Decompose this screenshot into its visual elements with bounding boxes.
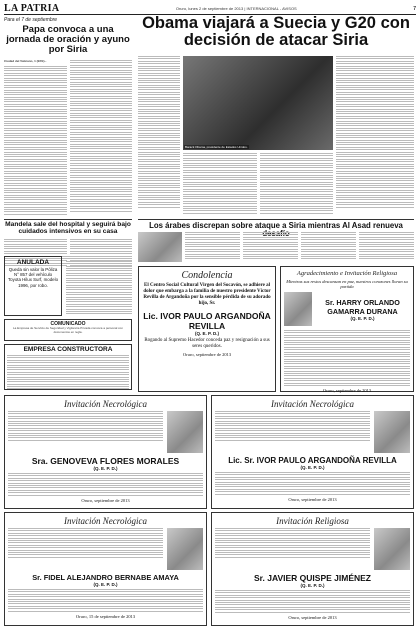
mandela-headline: Mandela sale del hospital y seguirá bajo cuidados intensivos en su casa — [5, 221, 131, 235]
left-dateline: Ciudad del Vaticano, 1 (EFE).- — [4, 59, 47, 63]
empresa-title: EMPRESA CONSTRUCTORA — [23, 346, 113, 353]
comunicado-body: La Empresa de Servicio de Seguridad y Vigilancia Privada convoca a personal con documentos en regla. — [12, 326, 123, 334]
flores-photo — [167, 411, 203, 453]
empresa-ad — [4, 344, 132, 390]
condolencia-qepd: (Q. E. P. D.) — [195, 331, 219, 336]
main-story-head — [138, 15, 414, 50]
left-story — [4, 17, 132, 55]
left-story-columns — [4, 60, 132, 216]
inv1-name: Sra. GENOVEVA FLORES MORALES — [31, 456, 180, 466]
left-headline: Papa convoca a una jornada de oración y ayuno por Siria — [6, 24, 130, 55]
main-story-body — [138, 56, 414, 216]
inv4-name: Sr. JAVIER QUISPE JIMÉNEZ — [254, 573, 371, 583]
left-text-col1 — [4, 66, 67, 215]
obama-photo-caption: Barack Obama, presidente de Estados Unidos. — [185, 145, 248, 149]
inv2-qepd: (Q. E. P. D.) — [300, 465, 325, 470]
comunicado-ad — [4, 319, 132, 341]
agradecimiento-name: Sr. HARRY ORLANDO GAMARRA DURANA — [325, 297, 400, 316]
inv4-qepd: (Q. E. P. D.) — [300, 583, 325, 588]
arabes-photo — [138, 232, 182, 262]
anulada-body: Queda sin valor la Póliza N° 857 del vehículo Toyota Hilux Surf, modelo 1996, por robo. — [7, 267, 59, 288]
inv4-date: Oruro, septiembre de 2013 — [288, 614, 337, 620]
left-text-col2 — [70, 60, 133, 212]
anulada-title: ANULADA — [16, 259, 50, 266]
agradecimiento-title: Agradecimiento e Invitación Religiosa — [296, 270, 398, 277]
obama-photo — [183, 56, 333, 150]
inv1-title: Invitación Necrológica — [64, 399, 147, 409]
agradecimiento-date: Oruro, septiembre de 2013 — [322, 387, 372, 393]
quispe-photo — [374, 528, 410, 570]
condolencia-title: Condolencia — [181, 270, 233, 281]
harry-photo — [284, 292, 312, 326]
invitacion-quispe — [211, 512, 414, 626]
condolencia-closing: Rogando al Supremo Hacedor conceda paz y resignación a sus seres queridos. — [144, 338, 270, 349]
agradecimiento-qepd: (Q. E. P. D.) — [350, 315, 375, 321]
invitacion-argandona — [211, 395, 414, 509]
argandona-photo — [374, 411, 410, 453]
condolencia-date: Oruro, septiembre de 2013 — [182, 352, 232, 357]
inv3-date: Oruro, 15 de septiembre de 2013 — [75, 613, 136, 619]
anulada-ad — [4, 256, 62, 316]
bernabe-photo — [167, 528, 203, 570]
header-info: Oruro, lunes 2 de septiembre de 2013 | INTERNACIONAL - AVISOS — [175, 6, 297, 11]
inv3-qepd: (Q. E. P. D.) — [93, 582, 118, 587]
invitacion-bernabe — [4, 512, 207, 626]
page-number: 7 — [413, 5, 416, 12]
arabes-text — [138, 232, 414, 264]
main-text-col1 — [138, 56, 180, 208]
inv3-title: Invitación Necrológica — [64, 516, 147, 526]
agradecimiento-ad — [280, 266, 414, 392]
condolencia-name: Lic. IVOR PAULO ARGANDOÑA REVILLA — [143, 311, 271, 331]
inv2-title: Invitación Necrológica — [271, 399, 354, 409]
agradecimiento-intro: Mientras sus restos descansan en paz, nuestros corazones lloran su partida — [286, 279, 408, 289]
newspaper-logo: LA PATRIA — [4, 3, 60, 14]
inv2-name: Lic. Sr. IVOR PAULO ARGANDOÑA REVILLA — [228, 456, 397, 465]
inv1-date: Oruro, septiembre de 2013 — [81, 497, 130, 503]
inv3-name: Sr. FIDEL ALEJANDRO BERNABE AMAYA — [32, 573, 179, 582]
inv1-qepd: (Q. E. P. D.) — [93, 466, 118, 471]
main-headline: Obama viajará a Suecia y G20 con decisión de atacar Siria — [142, 14, 410, 50]
condolencia-body: El Centro Social Cultural Virgen del Socavón, se adhiere al dolor que embarga a la familia de nuestro presidente Víctor Revilla de Argandoña por la sensible pérdida de su adorado hijo, Sr. — [143, 283, 271, 306]
comunicado-title: COMUNICADO — [50, 321, 86, 327]
inv4-title: Invitación Religiosa — [276, 516, 349, 526]
left-kicker: Para el 7 de septiembre — [4, 17, 58, 23]
condolencia-ad — [138, 266, 276, 392]
main-text-col3 — [336, 56, 414, 208]
sidebar-text — [66, 256, 132, 316]
inv2-date: Oruro, septiembre de 2013 — [288, 496, 337, 502]
invitacion-flores — [4, 395, 207, 509]
arabes-headline: Los árabes discrepan sobre ataque a Siria mientras Al Asad renueva — [149, 221, 403, 230]
